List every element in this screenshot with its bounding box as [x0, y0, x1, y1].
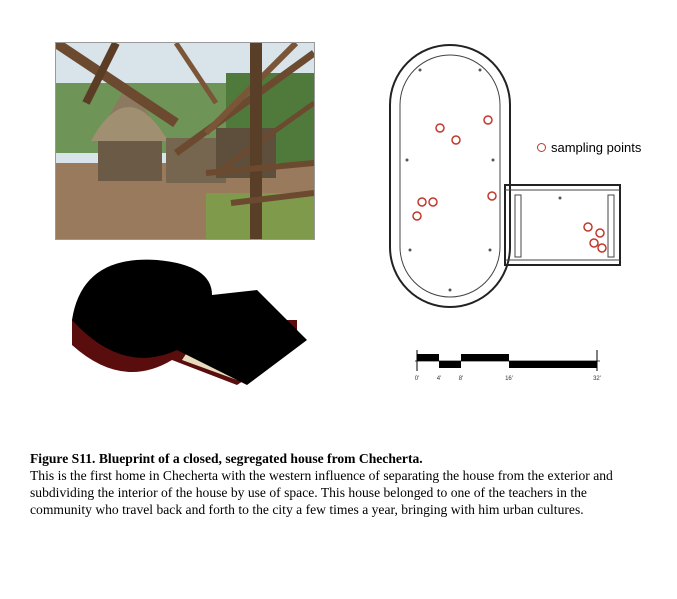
legend-label: sampling points — [551, 139, 642, 155]
figure-caption — [30, 450, 650, 518]
sampling-point-marker-icon — [537, 143, 546, 152]
floor-plan-blueprint — [380, 40, 660, 310]
house-3d-render — [62, 250, 317, 405]
scale-tick-8: 8' — [458, 376, 464, 382]
caption-title: Figure S11. Blueprint of a closed, segregated house from Checherta. — [30, 451, 423, 466]
scale-tick-32: 32' — [593, 376, 601, 382]
scale-tick-16: 16' — [505, 376, 513, 382]
scale-tick-0: 0' — [414, 376, 420, 382]
caption-body: This is the first home in Checherta with the western influence of separating the house from the exterior and subdividing the interior of the house by use of space. This house belonged to one of the teachers in the community who travel back and forth to the city a few times a year, bringing with him urban cultures. — [30, 468, 613, 517]
legend — [537, 138, 641, 156]
scale-bar — [400, 345, 620, 385]
house-photo — [55, 42, 315, 240]
scale-tick-4: 4' — [436, 376, 442, 382]
